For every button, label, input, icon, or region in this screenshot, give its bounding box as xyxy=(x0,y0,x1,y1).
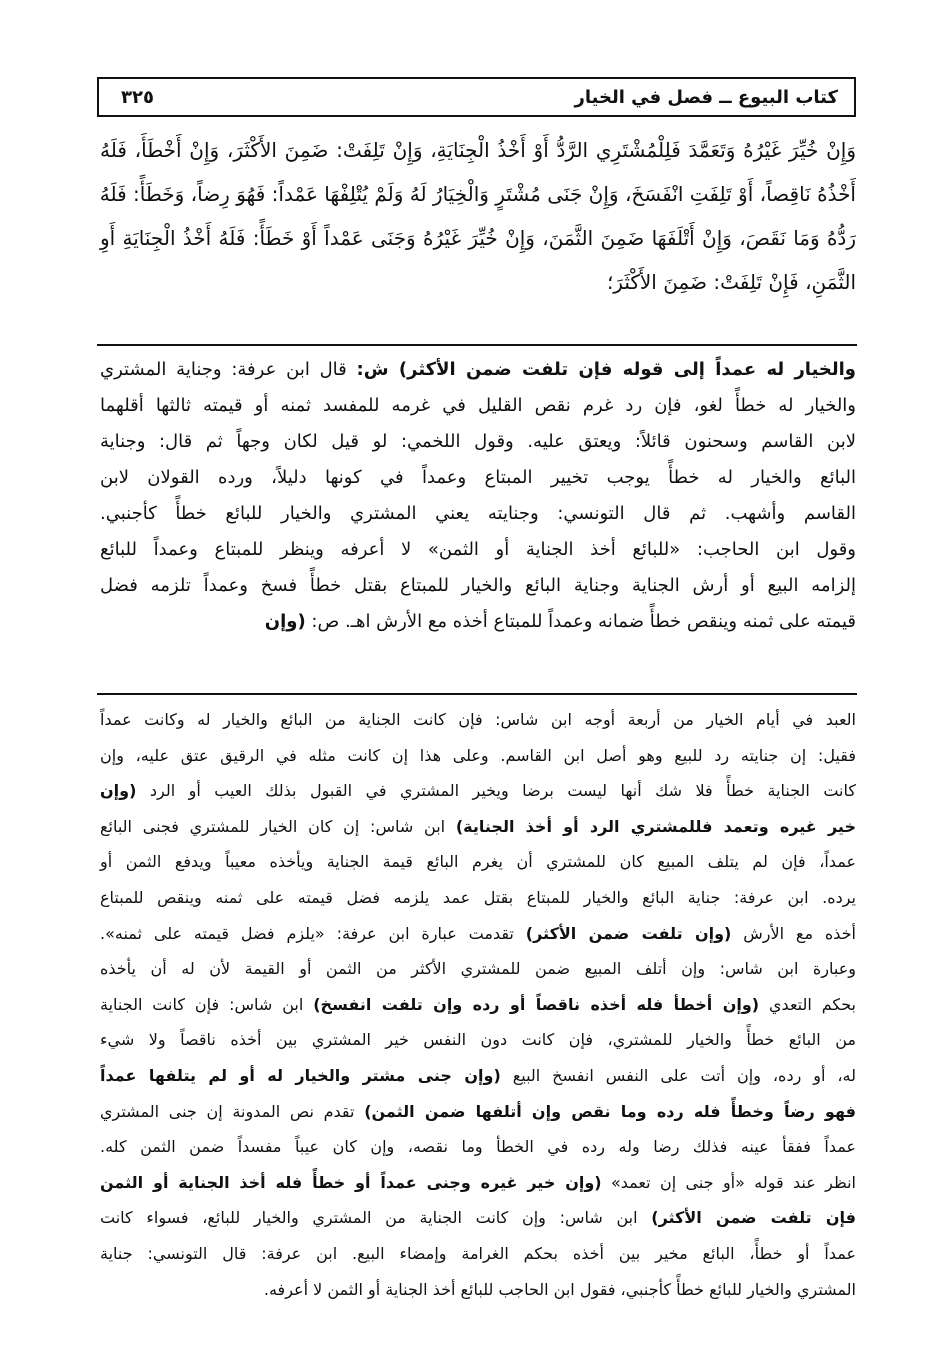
text-line xyxy=(100,604,856,640)
text-segment: كانت الجناية خطأً فلا شك أنها ليست برضا ويخير المشتري في القبول بذلك العيب أو الرد xyxy=(136,781,856,801)
text-segment: البائع والخيار له خطأً يوجب تخيير المبتاع وعمداً في كونها دليلاً، ورده القولان لابن xyxy=(100,467,856,488)
text-line xyxy=(100,844,856,880)
text-segment: أَخْذُهُ نَاقِصاً، أَوْ تَلِفَتِ انْفَسَخَ، وَإِنْ جَنَى مُشْتَرٍ وَالْخِيَارُ لَهُ وَلَمْ يُتْلِفْهَا عَمْداً: فَهُوَ رِضاً، وَخَطَأً: فَلَهُ xyxy=(99,182,856,206)
text-segment: والخيار له خطأً لغو، فإن رد غرم نقص القليل في غرمه للمفسد ثمنه أو قيمته ثالثها أقلهما xyxy=(100,395,856,416)
text-segment: قال ابن عرفة: وجناية المشتري xyxy=(100,359,357,380)
text-segment: عمداً ففقأ عينه فذلك رضا وله رده في الخطأ وما نقصه، وإن كان عيباً مفسداً ضمن الثمن كله. xyxy=(100,1137,856,1157)
text-segment: إلزامه البيع أو أرش الجناية وجناية البائع والخيار للمبتاع بقتل خطأً فسخ وعمداً تلزمه فضل xyxy=(100,575,856,596)
text-segment: تقدم نص المدونة إن جنى المشتري xyxy=(100,1101,365,1121)
text-line xyxy=(100,1094,856,1130)
text-line xyxy=(100,532,856,568)
text-line xyxy=(100,128,856,172)
main-text xyxy=(100,128,856,304)
text-segment: العبد في أيام الخيار من أربعة أوجه ابن شاس: فإن كانت الجناية من البائع والخيار له وكانت عمداً xyxy=(100,710,856,729)
text-segment: ابن شاس: فإن كانت الجناية xyxy=(100,994,314,1014)
text-line xyxy=(100,460,856,496)
text-segment: رَدُّهُ وَمَا نَقَصَ، وَإِنْ أَتْلَفَهَا ضَمِنَ الثَّمَنَ، وَإِنْ خُيِّرَ غَيْرُهُ وَجَنَى عَمْداً أَوْ خَطَأً: فَلَهُ أَخْذُ الْجِنَايَةِ أَوِ xyxy=(100,226,856,250)
text-line xyxy=(100,1236,856,1272)
text-segment: وقول ابن الحاجب: «للبائع أخذ الجناية أو الثمن» لا أعرفه وينظر للمبتاع وعمداً للبائع xyxy=(100,539,856,560)
text-line xyxy=(100,352,856,388)
text-line xyxy=(100,1129,856,1165)
quoted-text-bold: (وإن أخطأ فله أخذه ناقصاً أو رده وإن تلفت انفسخ) xyxy=(313,994,760,1014)
text-line xyxy=(100,172,856,216)
quoted-text-bold: (وإن xyxy=(100,781,137,801)
quoted-text-bold: (وإن جنى مشتر والخيار له أو لم يتلفها عمداً xyxy=(100,1065,501,1085)
quoted-text-bold: والخيار له عمداً إلى قوله فإن تلفت ضمن الأكثر) ش: xyxy=(356,359,857,380)
text-line xyxy=(100,1200,856,1236)
text-line xyxy=(100,496,856,532)
text-line xyxy=(100,987,856,1023)
page-number: ٣٢٥ xyxy=(121,86,154,108)
text-segment: ابن شاس: إن كان الخيار للمشتري فجنى البائع xyxy=(100,816,456,836)
text-segment: قيمته على ثمنه وينقص خطأً ضمانه وعمداً للمبتاع أخذه مع الأرش اهـ. ص: xyxy=(305,611,856,632)
text-line xyxy=(100,738,856,774)
text-segment: له، أو رده، وإن أتت على النفس انفسخ البيع xyxy=(500,1065,856,1085)
text-segment: القاسم وأشهب. ثم قال التونسي: وجنايته يعني المشتري والخيار للبائع خطأً كأجنبي. xyxy=(100,503,856,524)
text-segment: وعبارة ابن شاس: وإن أتلف المبيع ضمن للمشتري الأكثر من الثمن أو القيمة لأن له أن يأخذه xyxy=(100,959,856,979)
text-segment: فقيل: إن جنايته رد للبيع وهو أصل ابن القاسم. وعلى هذا إن كانت مثله في الرقيق عتق عليه، وإن xyxy=(100,745,856,765)
text-line xyxy=(100,1165,856,1201)
text-segment: وَإِنْ خُيِّرَ غَيْرُهُ وَتَعَمَّدَ فَلِلْمُشْتَرِي الرَّدُّ أَوْ أَخْذُ الْجِنَايَةِ، وَإِنْ تَلِفَتْ: ضَمِنَ الأَكْثَرَ، وَإِنْ أَخْطَأَ، فَلَهُ xyxy=(100,138,856,162)
text-line xyxy=(100,568,856,604)
quoted-text-bold: خير غيره وتعمد فللمشتري الرد أو أخذ الجناية) xyxy=(455,816,856,836)
quoted-text-bold: (وإن تلفت ضمن الأكثر) xyxy=(525,923,732,943)
divider-rule xyxy=(97,693,857,695)
text-line xyxy=(100,702,856,738)
text-line xyxy=(100,260,856,304)
text-segment: لابن القاسم وسحنون قائلاً: ويعتق عليه. وقول اللخمي: لو قيل لكان وجهاً ثم قال: وجناية xyxy=(100,431,856,452)
text-segment: المشتري والخيار للبائع خطأً كأجنبي، فقول ابن الحاجب للبائع أخذ الجناية أو الثمن لا أعرفه. xyxy=(263,1279,856,1299)
quoted-text-bold: فهو رضاً وخطأً فله رده وما نقص وإن أتلفها ضمن الثمن) xyxy=(364,1101,857,1121)
text-line xyxy=(100,1272,856,1308)
text-line xyxy=(100,880,856,916)
text-segment: تقدمت عبارة ابن عرفة: «يلزم فضل قيمته على ثمنه». xyxy=(100,923,526,943)
text-segment: يرده. ابن عرفة: جناية البائع والخيار للمبتاع بقتل عمد يلزمه فضل قيمته على ثمنه وينقص للمبتاع xyxy=(100,887,856,907)
commentary-text xyxy=(100,352,856,640)
text-line xyxy=(100,388,856,424)
header-title: كتاب البيوع ــ فصل في الخيار xyxy=(574,86,838,108)
quoted-text-bold: (وإن xyxy=(264,611,306,632)
text-segment: ابن شاس: وإن كانت الجناية من المشتري والخيار للبائع، فسواء كانت xyxy=(100,1208,652,1228)
text-line xyxy=(100,773,856,809)
text-line xyxy=(100,951,856,987)
text-line xyxy=(100,1022,856,1058)
quoted-text-bold: فإن تلفت ضمن الأكثر) xyxy=(651,1208,856,1228)
text-segment: الثَّمَنِ، فَإِنْ تَلِفَتْ: ضَمِنَ الأَكْثَرَ؛ xyxy=(606,270,856,294)
text-line xyxy=(100,809,856,845)
text-line xyxy=(100,216,856,260)
lower-commentary-text xyxy=(100,702,856,1307)
quoted-text-bold: (وإن خير غيره وجنى عمداً أو خطأً فله أخذ الجناية أو الثمن xyxy=(100,1172,602,1192)
text-segment: أخذه مع الأرش xyxy=(731,923,857,943)
divider-rule xyxy=(97,344,857,346)
text-segment: عمداً، فإن لم يتلف المبيع كان للمشتري أن يغرم البائع قيمة الجناية ويأخذه معيباً ويدفع الثمن أو xyxy=(100,852,856,872)
text-line xyxy=(100,1058,856,1094)
text-segment: انظر عند قوله «أو جنى إن تعمد» xyxy=(601,1172,856,1192)
text-line xyxy=(100,424,856,460)
text-segment: بحكم التعدي xyxy=(759,994,856,1014)
running-header xyxy=(97,77,856,117)
text-segment: من البائع خطأً والخيار للمشتري، فإن كانت دون النفس خير المشتري بين أخذه ناقصاً ولا شيء xyxy=(100,1030,856,1050)
text-line xyxy=(100,916,856,952)
text-segment: عمداً أو خطأً، البائع مخير بين أخذه بحكم الغرامة وإمضاء البيع. ابن عرفة: قال التونسي: جناية xyxy=(100,1243,856,1263)
